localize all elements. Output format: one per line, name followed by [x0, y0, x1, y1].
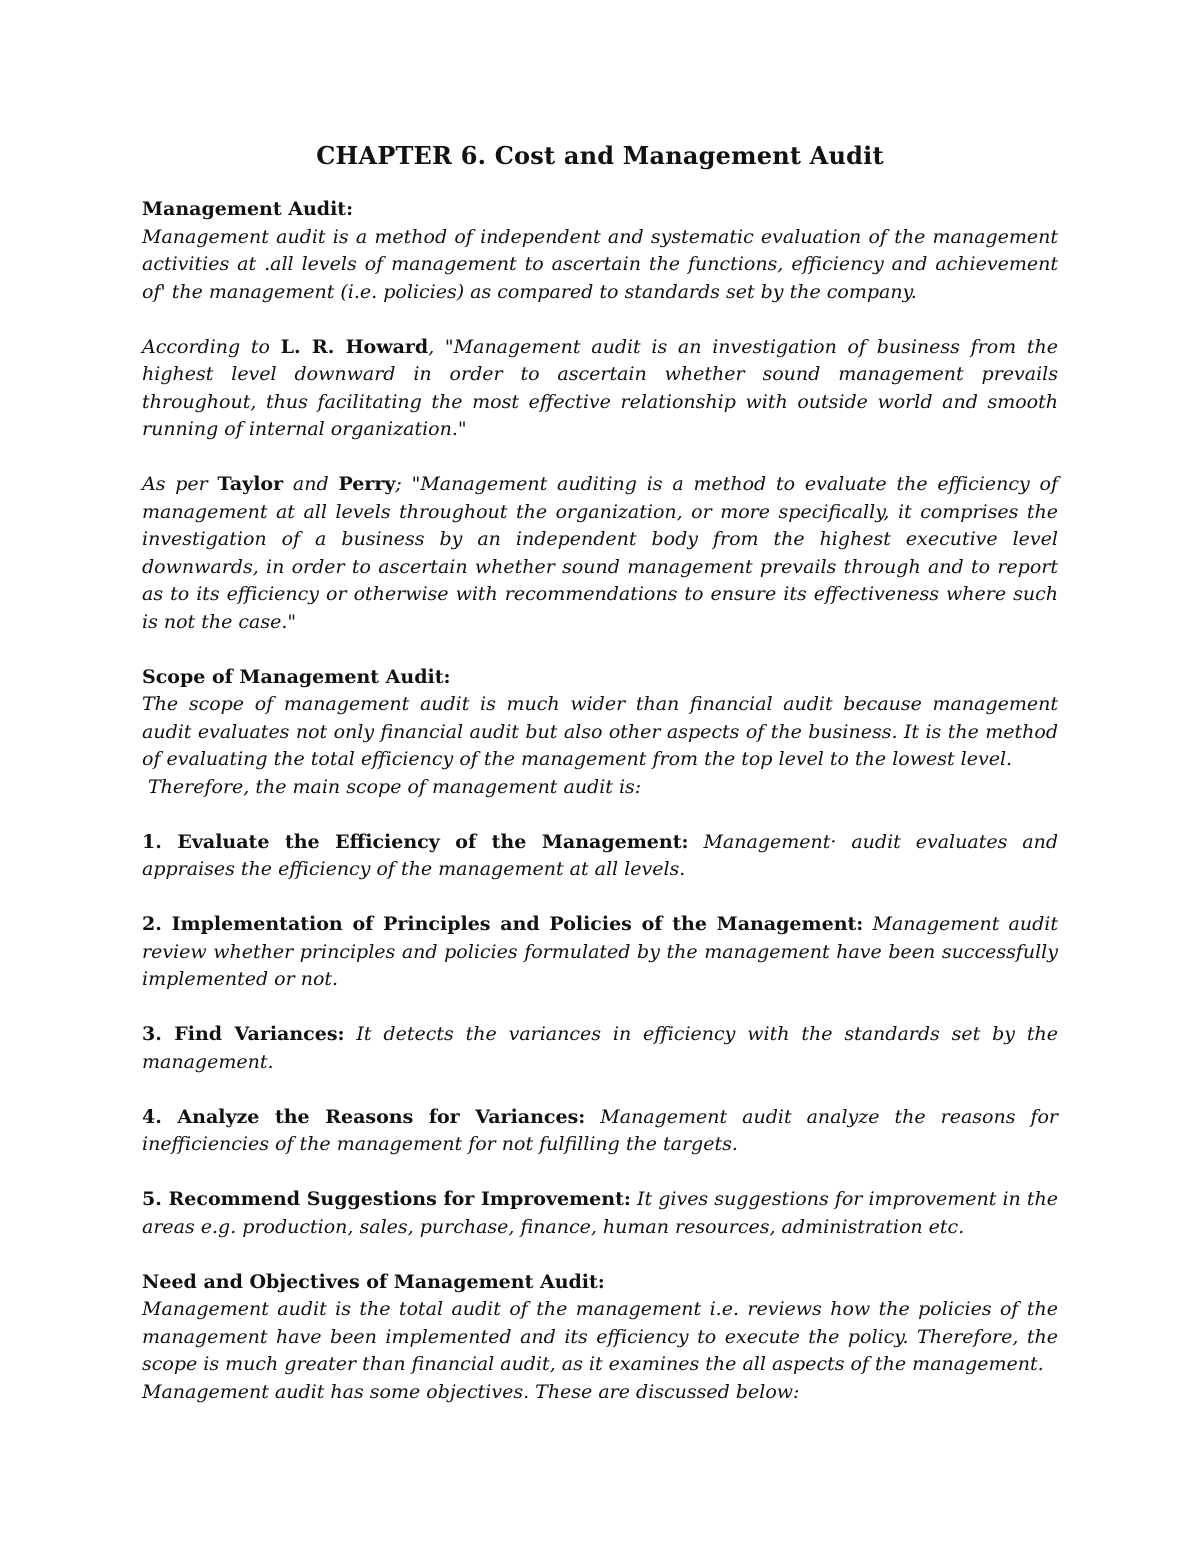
scope-item — [142, 1104, 1058, 1159]
scope-item — [142, 1021, 1058, 1076]
scope-text-2: Therefore, the main scope of management audit is: — [148, 775, 642, 798]
taylor-perry-and: and — [283, 473, 339, 495]
management-audit-section — [142, 196, 1058, 636]
howard-quote: , "Management audit is an investigation of business from the highest level downward in order to ascertain whether sound management prevails throughout, thus facilitating the most effective relationship with outside world and smooth running of internal organization." — [142, 335, 1058, 440]
scope-item — [142, 1186, 1058, 1241]
page-title: CHAPTER 6. Cost and Management Audit — [316, 141, 884, 170]
objectives-section — [142, 1269, 1058, 1407]
taylor-perry-prefix: As per — [142, 473, 218, 495]
howard-quote-paragraph — [142, 334, 1058, 444]
taylor-perry-paragraph — [142, 471, 1058, 636]
scope-heading: Scope of Management Audit: — [142, 665, 451, 688]
scope-item-text: Management audit review whether principles and policies formulated by the management have been successfully implemented or not. — [142, 913, 1058, 990]
objectives-text: Management audit is the total audit of the management i.e. reviews how the policies of the management have been implemented and its efficiency to execute the policy. Therefore, the scope is much greater than financial audit, as it examines the all aspects of the management. — [142, 1298, 1058, 1375]
scope-item — [142, 911, 1058, 994]
objectives-text-2: Management audit has some objectives. These are discussed below: — [142, 1380, 800, 1403]
scope-item-title: 1. Evaluate the Efficiency of the Management: — [142, 830, 689, 853]
scope-item-text: Management audit analyze the reasons for inefficiencies of the management for not fulfilling the targets. — [142, 1105, 1059, 1155]
scope-item-title: 3. Find Variances: — [142, 1023, 345, 1045]
management-audit-definition: Management audit is a method of independent and systematic evaluation of the management activities at .all levels of management to ascertain the functions, efficiency and achievement of' the management (i.e. policies) as compared to standards set by the company. — [142, 225, 1058, 303]
scope-item — [142, 829, 1058, 884]
perry-author: Perry — [338, 473, 396, 495]
scope-item-title: 5. Recommend Suggestions for Improvement: — [142, 1188, 631, 1210]
document-page — [142, 140, 1058, 1406]
scope-item-title: 4. Analyze the Reasons for Variances: — [142, 1105, 586, 1128]
taylor-author: Taylor — [217, 473, 284, 495]
management-audit-heading: Management Audit: — [142, 198, 354, 220]
scope-item-title: 2. Implementation of Principles and Policies of the Management: — [142, 913, 864, 935]
howard-author: L. R. Howard — [280, 335, 429, 358]
howard-prefix: According to — [142, 335, 281, 358]
scope-text: The scope of management audit is much wider than financial audit because management audit evaluates not only financial audit but also other aspects of the business. It is the method of evaluating the total efficiency of the management from the top level to the lowest level. — [142, 693, 1058, 770]
scope-item-text: It gives suggestions for improvement in the areas e.g. production, sales, purchase, finance, human resources, administration etc. — [142, 1188, 1059, 1238]
scope-item-text: It detects the variances in efficiency with the standards set by the management. — [142, 1023, 1059, 1073]
objectives-heading: Need and Objectives of Management Audit: — [142, 1270, 605, 1293]
scope-section — [142, 664, 1058, 1242]
scope-item-text: Management· audit evaluates and appraises the efficiency of the management at all levels. — [142, 830, 1059, 880]
taylor-perry-quote: ; "Management auditing is a method to evaluate the efficiency of management at all levels throughout the organization, or more specifically, it comprises the investigation of a business by an independent body from the highest executive level downwards, in order to ascertain whether sound management prevails through and to report as to its efficiency or otherwise with recommendations to ensure its effectiveness where such is not the case." — [142, 473, 1058, 633]
